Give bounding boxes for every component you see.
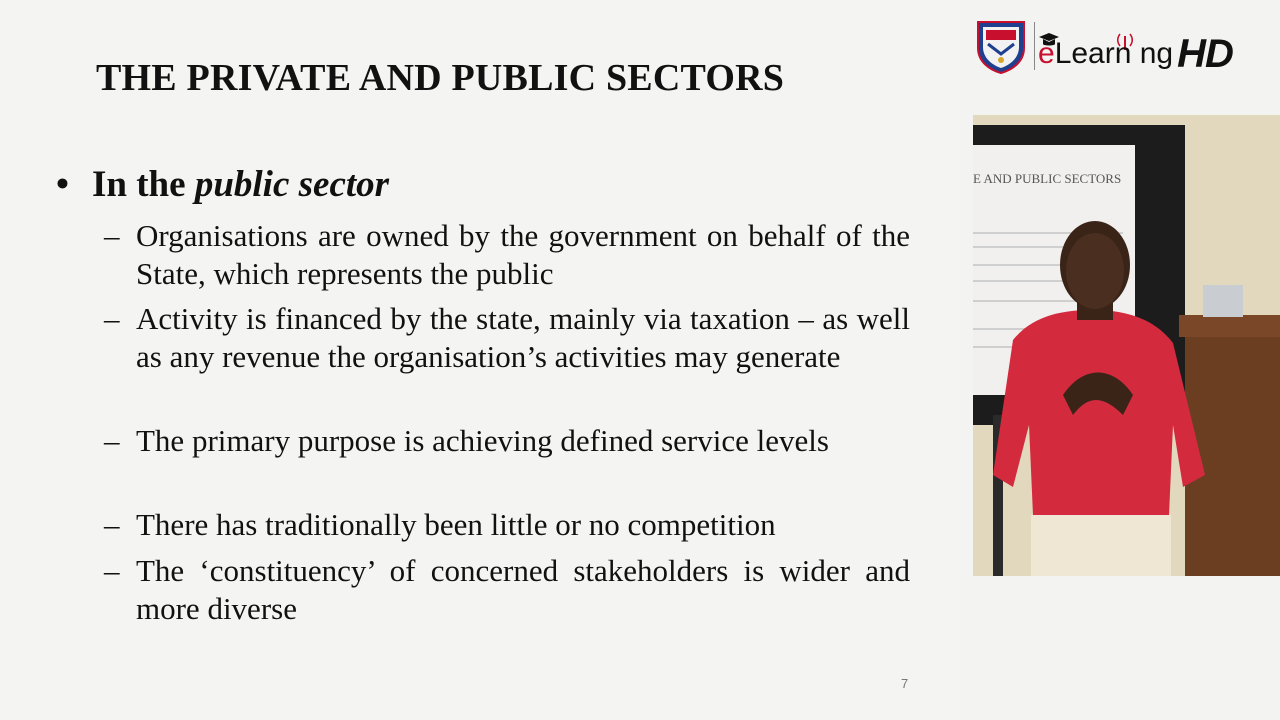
brand-e: e: [1038, 37, 1055, 70]
slide-title: THE PRIVATE AND PUBLIC SECTORS: [96, 57, 785, 99]
sub-bullet-competition: [104, 506, 910, 544]
sub-bullet-text: Organisations are owned by the government on behalf of the State, which represents the public: [136, 218, 910, 291]
sub-bullet-stakeholders: [104, 552, 910, 628]
university-crest-icon: [974, 18, 1028, 74]
sub-bullet-text: Activity is financed by the state, mainly via taxation – as well as any revenue the organisation’s activities may generate: [136, 301, 910, 374]
logo-divider: [1034, 22, 1035, 70]
sub-bullet-text: There has traditionally been little or no competition: [136, 507, 776, 542]
screen-text: E AND PUBLIC SECTORS: [973, 171, 1122, 186]
sub-bullet-text: The primary purpose is achieving defined service levels: [136, 423, 829, 458]
elearning-hd-logo: [972, 14, 1272, 78]
bullet-emphasis: public sector: [194, 164, 390, 205]
sub-bullet-dash: –: [104, 507, 120, 542]
bullet-prefix: In the: [92, 164, 195, 205]
sub-bullet-dash: –: [104, 301, 120, 336]
sub-bullet-dash: –: [104, 423, 120, 458]
sub-bullet-dash: –: [104, 553, 120, 588]
laptop: [1203, 285, 1243, 317]
brand-wordmark: [1038, 28, 1233, 76]
sub-bullet-ownership: [104, 217, 910, 293]
bullet-symbol: •: [56, 164, 69, 205]
sub-bullet-purpose: [104, 422, 910, 460]
main-bullet: [56, 163, 389, 206]
sub-bullet-dash: –: [104, 218, 120, 253]
brand-learning: Learn ng: [1054, 37, 1174, 70]
brand-hd: HD: [1177, 32, 1233, 76]
podium: [1185, 315, 1280, 576]
sub-bullet-text: The ‘constituency’ of concerned stakeholders is wider and more diverse: [136, 553, 910, 626]
presenter-scene: [973, 115, 1280, 576]
page-number: 7: [901, 676, 909, 691]
sub-bullet-financing: [104, 300, 910, 376]
presenter-video: [973, 115, 1280, 576]
